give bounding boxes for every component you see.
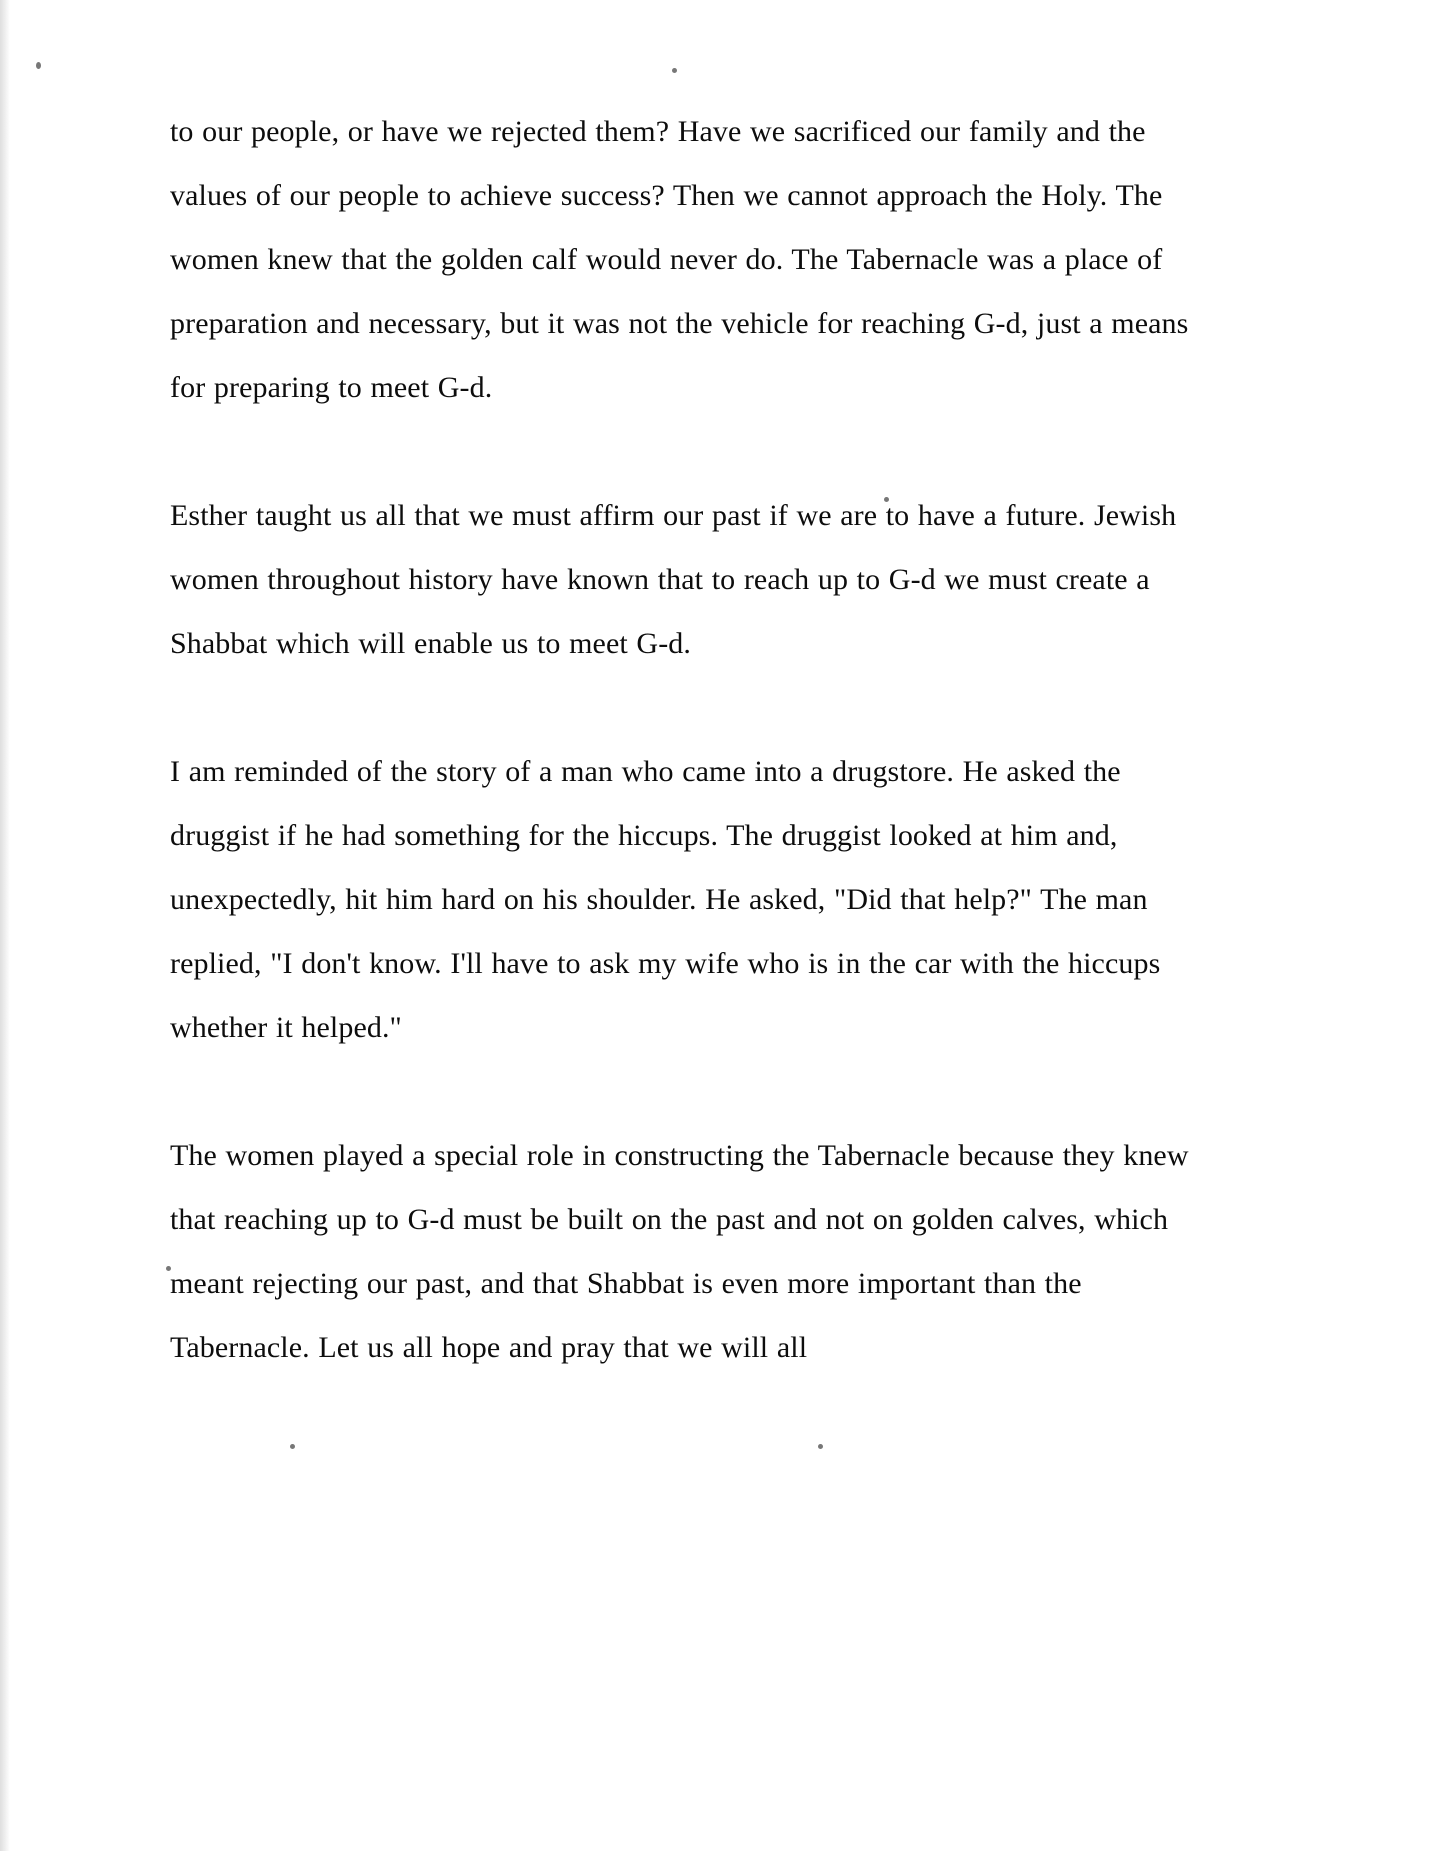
paragraph-4: The women played a special role in constructing the Tabernacle because they knew that reaching up to G-d must be built on the past and not on golden calves, which meant rejecting our past, and that Shabbat is even more important than the Tabernacle. Let us all hope and pray that we will all: [170, 1139, 1189, 1364]
paragraph-2: Esther taught us all that we must affirm our past if we are to have a future. Jewish women throughout history have known that to reach up to G-d we must create a Shabbat which will enable us to meet G-d.: [170, 499, 1177, 660]
paragraph-3: I am reminded of the story of a man who came into a drugstore. He asked the druggist if he had something for the hiccups. The druggist looked at him and, unexpectedly, hit him hard on his shoulder. He asked, "Did that help?" The man replied, "I don't know. I'll have to ask my wife who is in the car with the hiccups whether it helped.": [170, 755, 1161, 1044]
scan-speck: [36, 62, 41, 69]
scan-edge-artifact: [0, 0, 10, 1851]
scan-speck: [672, 68, 677, 73]
paragraph-1: to our people, or have we rejected them? Have we sacrificed our family and the values of our people to achieve success? Then we cannot approach the Holy. The women knew that the golden calf would never do. The Tabernacle was a place of preparation and necessary, but it was not the vehicle for reaching G-d, just a means for preparing to meet G-d.: [170, 115, 1189, 404]
scan-speck: [290, 1444, 295, 1449]
scan-speck: [818, 1444, 823, 1449]
document-text-body: [170, 100, 1200, 1380]
